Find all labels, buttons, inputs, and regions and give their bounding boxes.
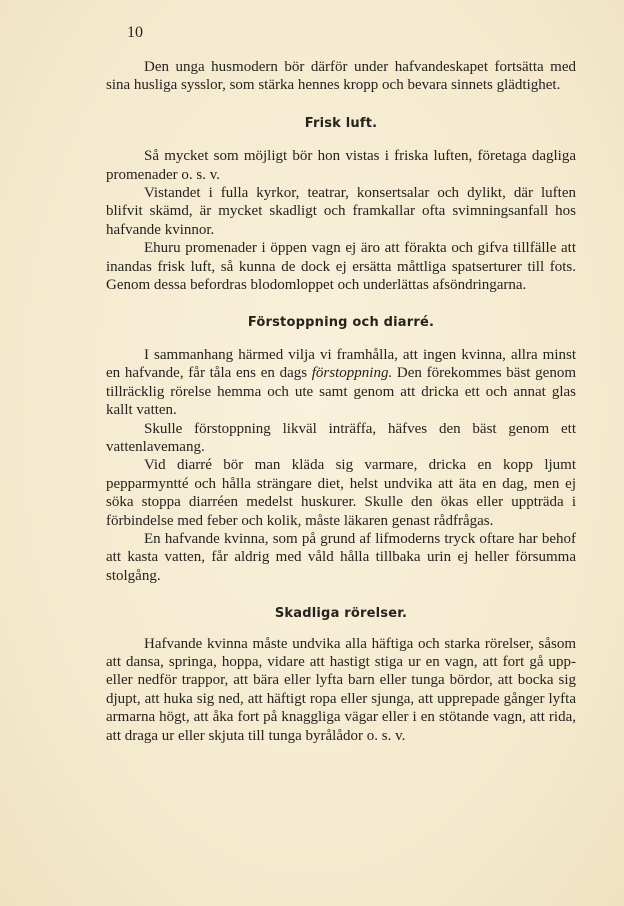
forst-paragraph-2: Skulle förstoppning likväl inträffa, häfves den bäst genom ett vattenlavemang. bbox=[106, 420, 576, 455]
forst-p1-end: Den förekommes bäst genom tillräcklig rörelse hemma och ute samt genom att dricka ett och annat glas kallt vatten. bbox=[106, 365, 576, 419]
forst-p1-emphasis: förstoppning. bbox=[311, 365, 393, 382]
intro-paragraph: Den unga husmodern bör därför under hafvandeskapet fortsätta med sina husliga sysslor, som stärka hennes kropp och bevara sinnets glädtighet. bbox=[106, 59, 576, 94]
skad-paragraph-1: Hafvande kvinna måste undvika alla häftiga och starka rörelser, såsom att dansa, springa, hoppa, vidare att hastigt stiga ur en vagn, att fort gå upp- eller nedför trappor, att bära eller lyfta barn eller tunga bördor, att bocka sig djupt, att huka sig ned, att häftigt ropa eller sjunga, att upprepade gånger lyfta armarna högt, att åka fort på knaggliga vägar eller i en stötande vagn, att rida, att draga ur eller skjuta till tunga byrålådor o. s. v. bbox=[106, 635, 576, 744]
page-content bbox=[106, 58, 576, 745]
heading-skadliga-rorelser: Skadliga rörelser. bbox=[274, 606, 408, 622]
forst-paragraph-1 bbox=[106, 346, 576, 420]
frisk-paragraph-3: Ehuru promenader i öppen vagn ej äro att förakta och gifva tillfälle att inandas frisk luft, så kunna de dock ej ersätta måttliga spatserturer till fots. Genom dessa befordras blodomloppet och underlättas afsöndringarna. bbox=[106, 240, 576, 294]
forst-p1-start: I sammanhang härmed vilja vi framhålla, att ingen kvinna, allra minst en hafvande, får tåla ens en dags bbox=[106, 346, 576, 382]
frisk-paragraph-2: Vistandet i fulla kyrkor, teatrar, konsertsalar och dylikt, där luften blifvit skämd, är mycket skadligt och framkallar ofta svimningsanfall hos hafvande kvinnor. bbox=[106, 185, 576, 238]
forst-paragraph-3: Vid diarré bör man kläda sig varmare, dricka en kopp ljumt pepparmyntté och hålla strängare diet, helst undvika att äta en dag, men ej söka stoppa diarréen medelst huskurer. Skulle den ökas eller uppträda i förbindelse med feber och kolik, måste läkaren genast rådfrågas. bbox=[106, 457, 576, 529]
frisk-paragraph-1: Så mycket som möjligt bör hon vistas i friska luften, företaga dagliga promenader o. s. v. bbox=[106, 148, 576, 183]
page-number: 10 bbox=[127, 24, 143, 41]
forst-paragraph-4: En hafvande kvinna, som på grund af lifmoderns tryck oftare har behof att kasta vatten, får aldrig med våld hålla tillbaka urin ej heller försumma stolgång. bbox=[106, 530, 576, 584]
heading-forstoppning: Förstoppning och diarré. bbox=[247, 315, 435, 331]
heading-frisk-luft: Frisk luft. bbox=[304, 115, 378, 131]
